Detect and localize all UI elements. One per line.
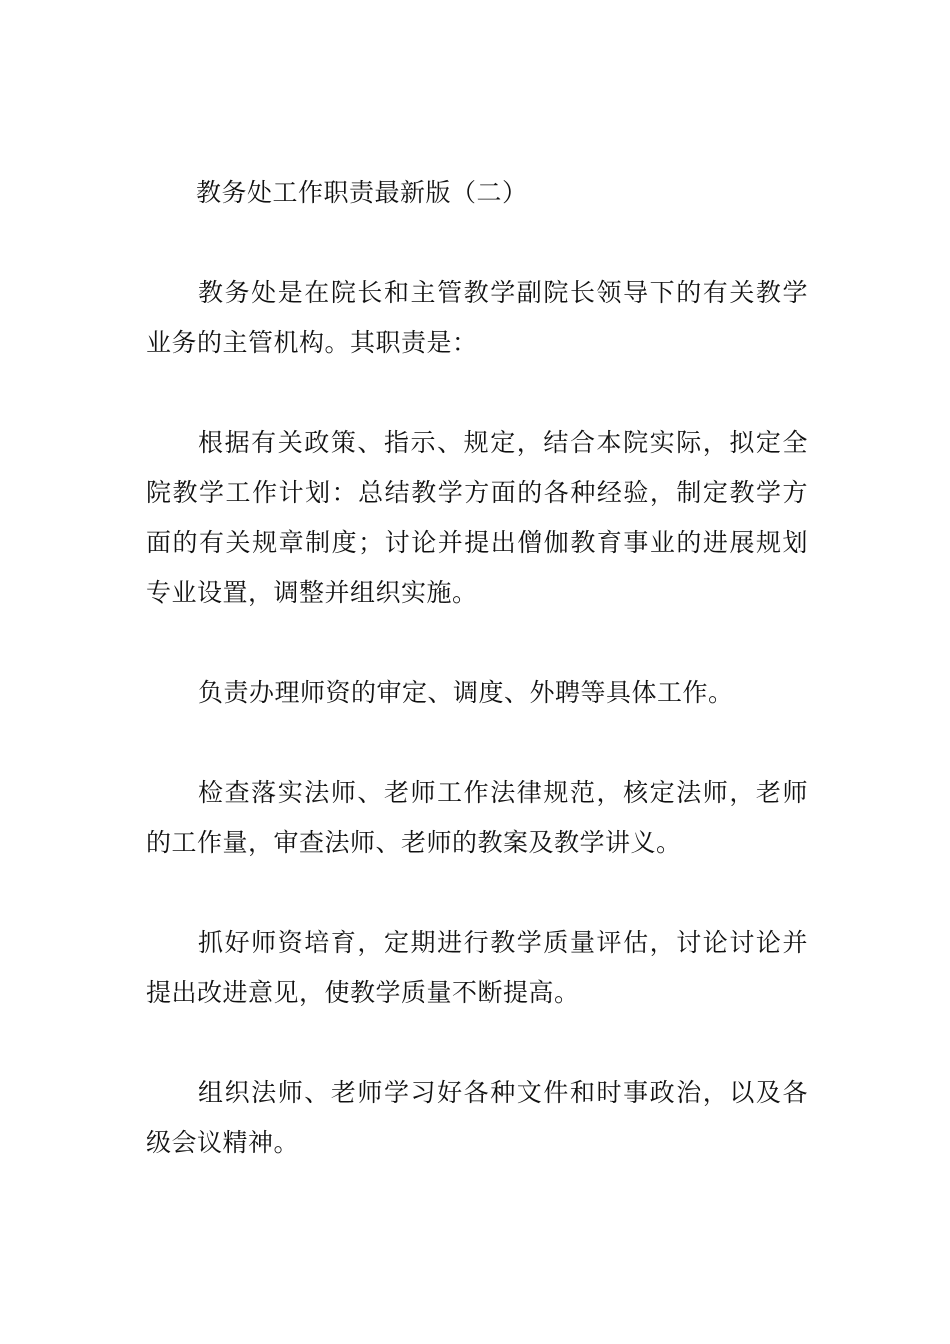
paragraph-intro: 教务处是在院长和主管教学副院长领导下的有关教学业务的主管机构。其职责是： xyxy=(146,278,808,357)
spacer xyxy=(146,618,808,668)
spacer xyxy=(146,368,808,418)
document-page xyxy=(146,168,808,1168)
paragraph-inspection: 检查落实法师、老师工作法律规范，核定法师，老师的工作量，审查法师、老师的教案及教学讲义。 xyxy=(146,778,808,857)
spacer xyxy=(146,718,808,768)
paragraph-planning: 根据有关政策、指示、规定，结合本院实际，拟定全院教学工作计划：总结教学方面的各种经验，制定教学方面的有关规章制度；讨论并提出僧伽教育事业的进展规划专业设置，调整并组织实施。 xyxy=(146,428,808,607)
spacer xyxy=(146,218,808,268)
spacer xyxy=(146,1018,808,1068)
paragraph-study: 组织法师、老师学习好各种文件和时事政治，以及各级会议精神。 xyxy=(146,1078,808,1157)
document-title: 教务处工作职责最新版（二） xyxy=(196,178,528,207)
spacer xyxy=(146,868,808,918)
paragraph-training: 抓好师资培育，定期进行教学质量评估，讨论讨论并提出改进意见，使教学质量不断提高。 xyxy=(146,928,808,1007)
paragraph-staffing: 负责办理师资的审定、调度、外聘等具体工作。 xyxy=(198,678,734,707)
